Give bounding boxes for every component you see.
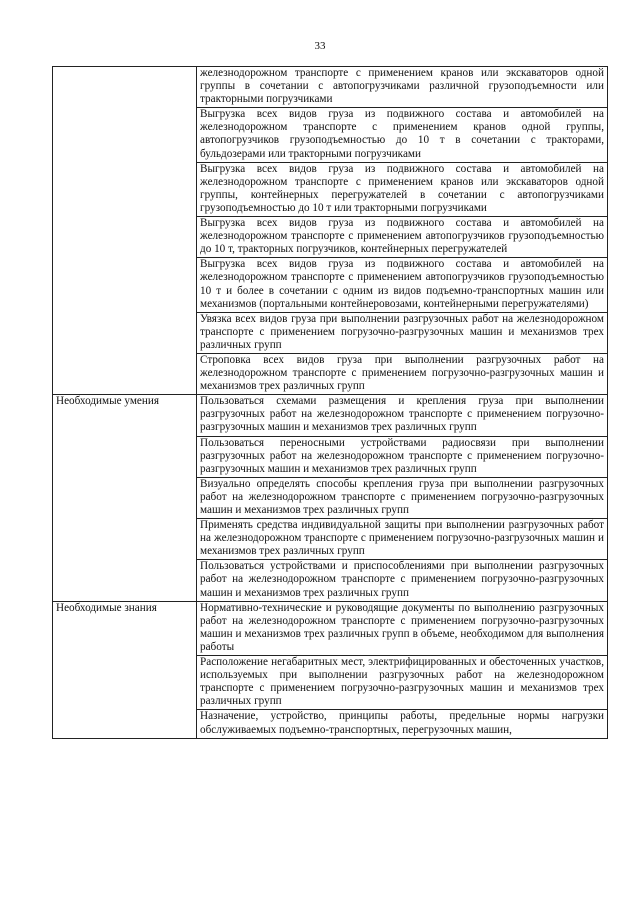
- table-cell: железнодорожном транспорте с применением кранов или экскаваторов одной группы в сочетании с автопогрузчиками различной грузоподъемности или тракторными погрузчиками: [197, 67, 608, 108]
- table-row: [53, 395, 608, 436]
- table-cell: Применять средства индивидуальной защиты при выполнении разгрузочных работ на железнодорожном транспорте с применением погрузочно-разгрузочных машин и механизмов трех различных групп: [197, 519, 608, 560]
- table-row: [53, 601, 608, 655]
- table-cell: Расположение негабаритных мест, электрифицированных и обесточенных участков, используемых при выполнении разгрузочных работ на железнодорожном транспорте с применением погрузочно-разгрузочных машин и механизмов трех различных групп: [197, 656, 608, 710]
- table-cell: Увязка всех видов груза при выполнении разгрузочных работ на железнодорожном транспорте с применением погрузочно-разгрузочных машин и механизмов трех различных групп: [197, 312, 608, 353]
- table-cell: Выгрузка всех видов груза из подвижного состава и автомобилей на железнодорожном транспорте с применением автопогрузчиков грузоподъемностью 10 т и более в сочетании с одним из видов подъемно-транспортных машин или механизмов (портальными контейнеровозами, контейнерными перегружателями): [197, 258, 608, 312]
- table-row: [53, 67, 608, 108]
- table-cell: Нормативно-технические и руководящие документы по выполнению разгрузочных работ на железнодорожном транспорте с применением погрузочно-разгрузочных машин и механизмов трех различных групп в объеме, необходимом для выполнения работы: [197, 601, 608, 655]
- table-cell: Пользоваться переносными устройствами радиосвязи при выполнении разгрузочных работ на железнодорожном транспорте с применением погрузочно-разгрузочных машин и механизмов трех различных групп: [197, 436, 608, 477]
- table-cell: Пользоваться устройствами и приспособлениями при выполнении разгрузочных работ на железнодорожном транспорте с применением погрузочно-разгрузочных машин и механизмов трех различных групп: [197, 560, 608, 601]
- section-label-skills: Необходимые умения: [53, 395, 197, 601]
- requirements-table: [52, 66, 608, 739]
- section-label: [53, 67, 197, 395]
- table-cell: Выгрузка всех видов груза из подвижного состава и автомобилей на железнодорожном транспорте с применением кранов одной группы, автопогрузчиков грузоподъемностью до 10 т в сочетании с тракторами, бульдозерами или тракторными погрузчиками: [197, 108, 608, 162]
- page-number: 33: [314, 40, 326, 52]
- table-cell: Выгрузка всех видов груза из подвижного состава и автомобилей на железнодорожном транспорте с применением кранов или экскаваторов одной группы, контейнерных перегружателей в сочетании с автопогрузчиками грузоподъемностью до 10 т или тракторными погрузчиками: [197, 162, 608, 216]
- table-cell: Строповка всех видов груза при выполнении разгрузочных работ на железнодорожном транспорте с применением погрузочно-разгрузочных машин и механизмов трех различных групп: [197, 353, 608, 394]
- table-cell: Назначение, устройство, принципы работы, предельные нормы нагрузки обслуживаемых подъемно-транспортных, перегрузочных машин,: [197, 710, 608, 738]
- table-cell: Выгрузка всех видов груза из подвижного состава и автомобилей на железнодорожном транспорте с применением автопогрузчиков грузоподъемностью до 10 т, тракторных погрузчиков, контейнерных перегружателей: [197, 217, 608, 258]
- table-cell: Визуально определять способы крепления груза при выполнении разгрузочных работ на железнодорожном транспорте с применением погрузочно-разгрузочных машин и механизмов трех различных групп: [197, 477, 608, 518]
- section-label-knowledge: Необходимые знания: [53, 601, 197, 738]
- table-cell: Пользоваться схемами размещения и крепления груза при выполнении разгрузочных работ на железнодорожном транспорте с применением погрузочно-разгрузочных машин и механизмов трех различных групп: [197, 395, 608, 436]
